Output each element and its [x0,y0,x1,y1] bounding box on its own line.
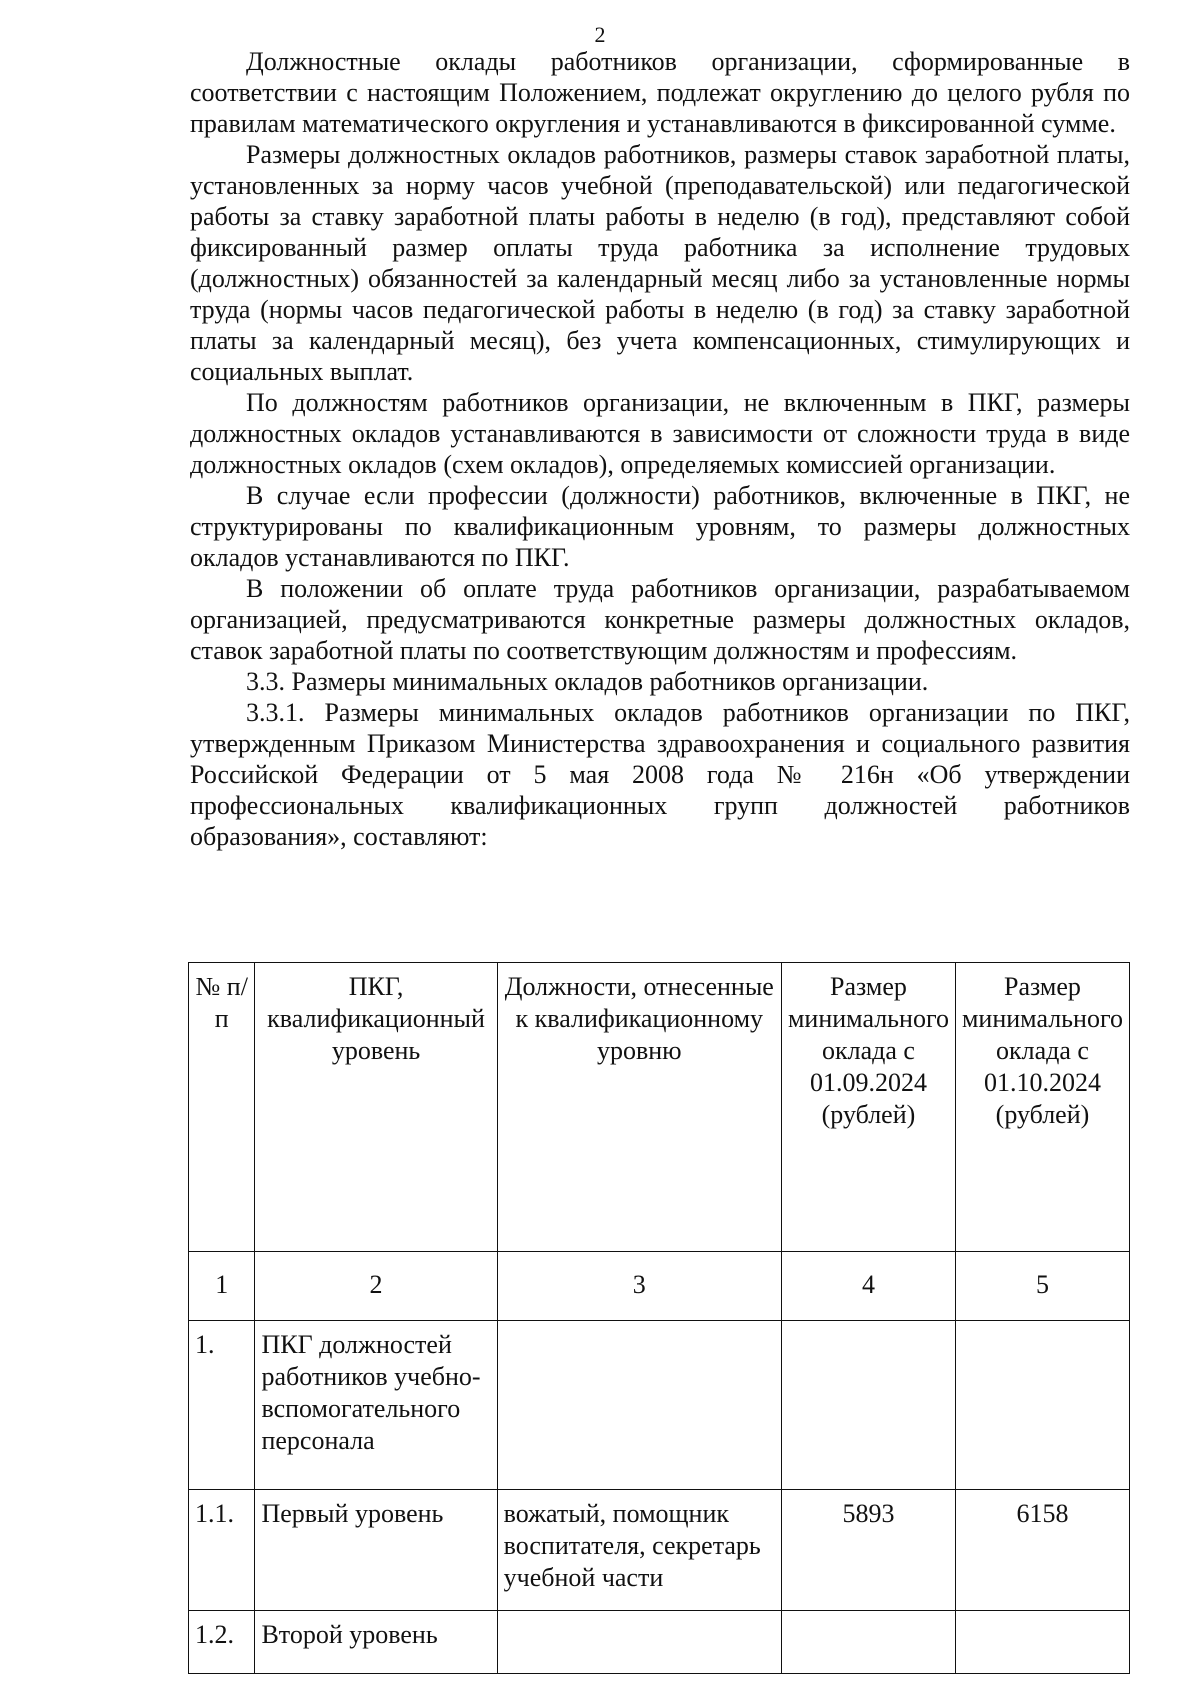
row-salary-2024-10: 6158 [955,1490,1129,1611]
row-salary-2024-10 [955,1611,1129,1674]
header-salary-2024-10: Размер минимального оклада с 01.10.2024 (рублей) [955,963,1129,1252]
row-salary-2024-10 [955,1321,1129,1490]
column-number: 3 [497,1252,781,1321]
column-number: 5 [955,1252,1129,1321]
table-row [189,1611,1130,1674]
column-number: 4 [781,1252,955,1321]
row-salary-2024-09: 5893 [781,1490,955,1611]
row-positions [497,1321,781,1490]
row-number: 1. [189,1321,255,1490]
paragraph-rounding: Должностные оклады работников организации, сформированные в соответствии с настоящим Положением, подлежат округлению до целого рубля по правилам математического округления и устанавливаются в фиксированной сумме. [190,47,1130,138]
paragraph-pay-regulation: В положении об оплате труда работников организации, разрабатываемом организацией, предусматриваются конкретные размеры должностных окладов, ставок заработной платы по соответствующим должностям и профессиям. [190,574,1130,665]
paragraph-unstructured-pkg: В случае если профессии (должности) работников, включенные в ПКГ, не структурированы по квалификационным уровням, то размеры должностных окладов устанавливаются по ПКГ. [190,481,1130,572]
table-column-numbers-row [189,1252,1130,1321]
row-positions: вожатый, помощник воспитателя, секретарь учебной части [497,1490,781,1611]
section-heading-3-3: 3.3. Размеры минимальных окладов работников организации. [246,667,929,696]
paragraph-salary-definition: Размеры должностных окладов работников, размеры ставок заработной платы, установленных за норму часов учебной (преподавательской) или педагогической работы за ставку заработной платы работы в неделю (в год), представляют собой фиксированный размер оплаты труда работника за исполнение трудовых (должностных) обязанностей за календарный месяц либо за установленные нормы труда (нормы часов педагогической работы в неделю (в год) за ставку заработной платы за календарный месяц), без учета компенсационных, стимулирующих и социальных выплат. [190,140,1130,386]
row-salary-2024-09 [781,1611,955,1674]
row-pkg: Второй уровень [255,1611,497,1674]
table-header-row [189,963,1130,1252]
paragraph-3-3-1: 3.3.1. Размеры минимальных окладов работников организации по ПКГ, утвержденным Приказом Министерства здравоохранения и социального развития Российской Федерации от 5 мая 2008 года № 216н «Об утверждении профессиональных квалификационных групп должностей работников образования», составляют: [190,698,1130,851]
row-positions [497,1611,781,1674]
table-row [189,1321,1130,1490]
row-number: 1.1. [189,1490,255,1611]
page-number: 2 [594,22,606,47]
paragraph-non-pkg-positions: По должностям работников организации, не включенным в ПКГ, размеры должностных окладов устанавливаются в зависимости от сложности труда в виде должностных окладов (схем окладов), определяемых комиссией организации. [190,388,1130,479]
column-number: 2 [255,1252,497,1321]
header-number: № п/п [189,963,255,1252]
document-body [190,46,1130,852]
header-pkg-level: ПКГ, квалификационный уровень [255,963,497,1252]
table-row [189,1490,1130,1611]
header-salary-2024-09: Размер минимального оклада с 01.09.2024 (рублей) [781,963,955,1252]
column-number: 1 [189,1252,255,1321]
minimum-salary-table [188,962,1130,1674]
row-number: 1.2. [189,1611,255,1674]
row-pkg: Первый уровень [255,1490,497,1611]
row-salary-2024-09 [781,1321,955,1490]
header-positions: Должности, отнесенные к квалификационному уровню [497,963,781,1252]
row-pkg: ПКГ должностей работников учебно-вспомогательного персонала [255,1321,497,1490]
